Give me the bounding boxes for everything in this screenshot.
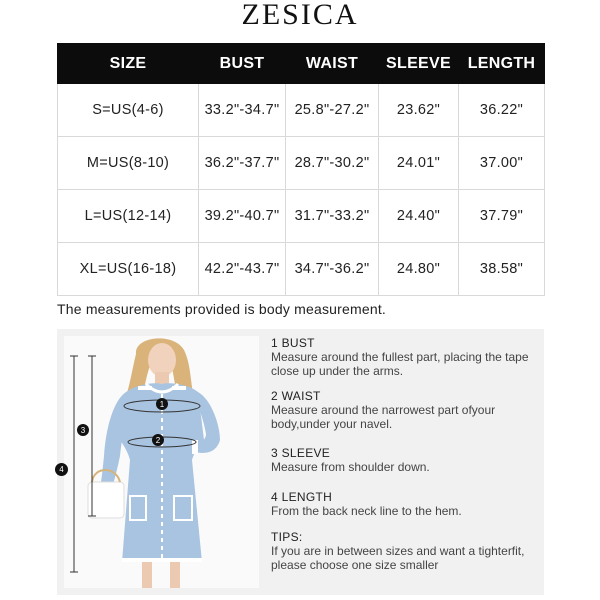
cell-waist: 28.7"-30.2"	[286, 137, 379, 190]
header-sleeve: SLEEVE	[379, 44, 459, 84]
table-row	[58, 84, 545, 137]
header-bust: BUST	[199, 44, 286, 84]
cell-bust: 39.2"-40.7"	[199, 190, 286, 243]
cell-bust: 36.2"-37.7"	[199, 137, 286, 190]
cell-bust: 33.2"-34.7"	[199, 84, 286, 137]
cell-waist: 34.7"-36.2"	[286, 243, 379, 296]
header-waist: WAIST	[286, 44, 379, 84]
instruction-text: If you are in between sizes and want a tighterfit, please choose one size smaller	[271, 544, 525, 572]
cell-sleeve: 24.01"	[379, 137, 459, 190]
svg-text:3: 3	[80, 426, 86, 435]
header-size: SIZE	[58, 44, 199, 84]
cell-length: 38.58"	[459, 243, 545, 296]
cell-size: XL=US(16-18)	[58, 243, 199, 296]
table-row	[58, 137, 545, 190]
instruction-waist	[271, 389, 536, 431]
instruction-text: From the back neck line to the hem.	[271, 504, 462, 518]
svg-text:2: 2	[155, 436, 161, 445]
instruction-text: Measure around the fullest part, placing the tape close up under the arms.	[271, 350, 529, 378]
instruction-title: 2 WAIST	[271, 389, 321, 403]
measurement-note: The measurements provided is body measurement.	[57, 301, 387, 317]
marker-waist	[152, 434, 164, 446]
instruction-text: Measure around the narrowest part ofyour body,under your navel.	[271, 403, 496, 431]
dress-illustration	[64, 336, 259, 588]
instruction-length	[271, 490, 536, 518]
cell-sleeve: 24.40"	[379, 190, 459, 243]
marker-length-badge	[55, 463, 68, 476]
cell-size: L=US(12-14)	[58, 190, 199, 243]
model-figure	[59, 336, 259, 588]
header-length: LENGTH	[459, 44, 545, 84]
cell-sleeve: 23.62"	[379, 84, 459, 137]
instruction-title: 1 BUST	[271, 336, 315, 350]
svg-text:1: 1	[159, 400, 165, 409]
cell-length: 36.22"	[459, 84, 545, 137]
marker-length-label: 4	[59, 465, 64, 474]
marker-sleeve	[77, 424, 89, 436]
cell-length: 37.79"	[459, 190, 545, 243]
table-row	[58, 243, 545, 296]
instruction-tips	[271, 530, 536, 572]
instruction-title: 3 SLEEVE	[271, 446, 331, 460]
instruction-title: 4 LENGTH	[271, 490, 333, 504]
cell-size: M=US(8-10)	[58, 137, 199, 190]
table-row	[58, 190, 545, 243]
table-header-row	[58, 44, 545, 84]
cell-waist: 25.8"-27.2"	[286, 84, 379, 137]
instruction-title: TIPS:	[271, 530, 303, 544]
cell-bust: 42.2"-43.7"	[199, 243, 286, 296]
cell-waist: 31.7"-33.2"	[286, 190, 379, 243]
cell-sleeve: 24.80"	[379, 243, 459, 296]
instruction-bust	[271, 336, 536, 378]
instruction-sleeve	[271, 446, 536, 474]
size-chart-table	[57, 43, 545, 296]
cell-size: S=US(4-6)	[58, 84, 199, 137]
brand-logo: ZESICA	[241, 0, 359, 31]
instruction-text: Measure from shoulder down.	[271, 460, 430, 474]
marker-bust	[156, 398, 168, 410]
cell-length: 37.00"	[459, 137, 545, 190]
